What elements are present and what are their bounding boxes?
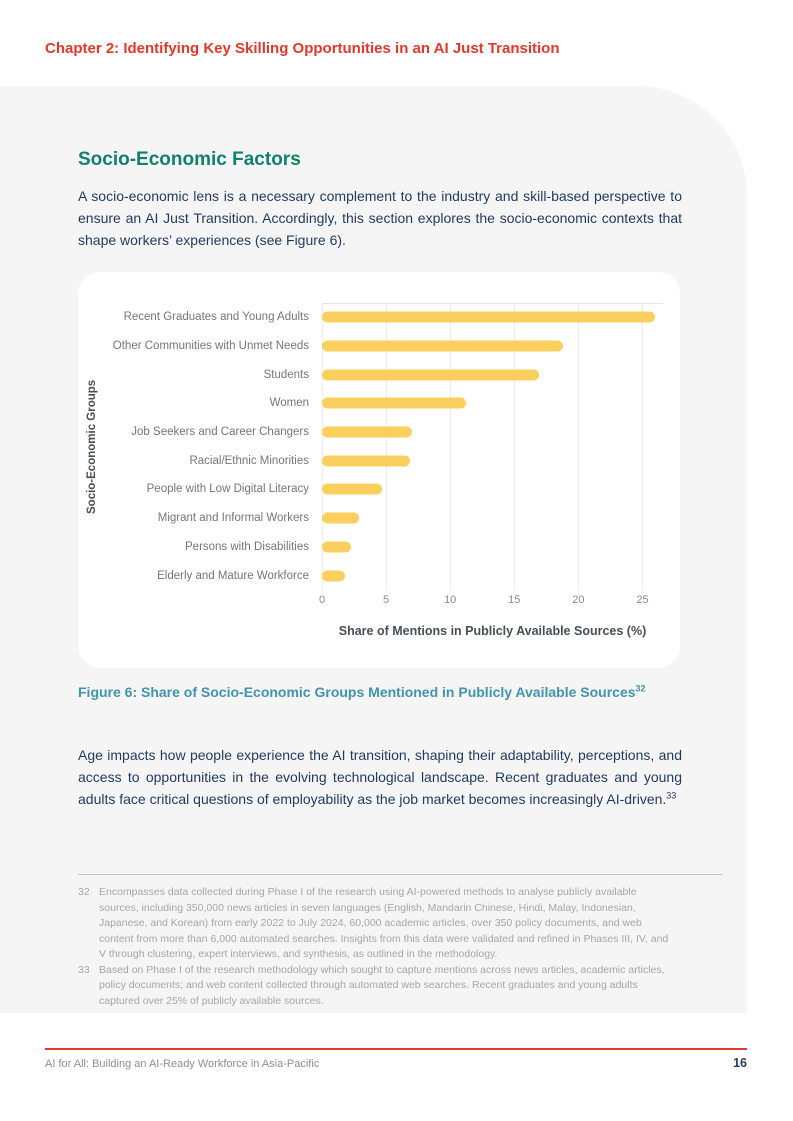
x-tick-label: 25 (636, 594, 649, 606)
x-tick-label: 15 (508, 594, 521, 606)
x-tick-label: 0 (318, 594, 326, 606)
chart-category-label: Migrant and Informal Workers (157, 512, 309, 525)
x-tick-label: 5 (383, 594, 390, 606)
chart-bar (322, 484, 382, 495)
chart-category-label: Job Seekers and Career Changers (131, 426, 309, 439)
page-number: 16 (733, 1056, 747, 1070)
chapter-header: Chapter 2: Identifying Key Skilling Opportunities in an AI Just Transition (45, 40, 560, 57)
footer-rule (45, 1048, 747, 1050)
footnote-ref-33: 33 (666, 790, 677, 801)
chart-bar-track (322, 332, 663, 361)
chart-ticks (318, 594, 663, 608)
x-tick-label: 20 (572, 594, 585, 606)
chart-bar (322, 369, 539, 380)
footnotes (78, 885, 670, 1009)
chart-bar (322, 312, 655, 323)
chart-row (78, 389, 663, 418)
chart-bar-track (322, 504, 663, 533)
footnote-text: Based on Phase I of the research methodology which sought to capture mentions across news articles, academic articles, policy documents; and web content collected through automated web searches. Recent graduates and young adults captured over 25% of publicly available sources. (99, 963, 665, 1007)
chart-category-label: Persons with Disabilities (185, 540, 309, 553)
chart-x-axis-title: Share of Mentions in Publicly Available Sources (%) (338, 624, 647, 638)
chart-row (78, 446, 663, 475)
chart-category-label: Students (263, 368, 309, 381)
footnote-separator (78, 874, 723, 875)
chart-bar-track (322, 475, 663, 504)
footnote (78, 885, 670, 963)
age-paragraph-text: Age impacts how people experience the AI transition, shaping their adaptability, perceptions, and access to opportunities in the evolving technological landscape. Recent graduates and young adults face critical questions of employability as the job market becomes increasingly AI-driven. (78, 747, 682, 807)
footnote-number: 32 (78, 886, 90, 898)
chart-bar-track (322, 561, 663, 590)
chart-row (78, 533, 663, 562)
chart-bar-track (322, 360, 663, 389)
footnote-text: Encompasses data collected during Phase I of the research using AI-powered methods to analyse publicly available sources, including 350,000 news articles in seven languages (English, Mandarin Chinese, Hindi, Malay, Indonesian, Japanese, and Korean) from early 2022 to July 2024, 60,000 academic articles, over 350 policy documents, and web content from more than 6,000 automated searches. Insights from this data were validated and refined in Phases III, IV, and V through clustering, expert interviews, and synthesis, as outlined in the methodology. (99, 886, 669, 960)
footer-title: AI for All: Building an AI-Ready Workforce in Asia-Pacific (45, 1058, 320, 1070)
intro-paragraph: A socio-economic lens is a necessary complement to the industry and skill-based perspective to ensure an AI Just Transition. Accordingly, this section explores the socio-economic contexts that shape workers’ experiences (see Figure 6). (78, 188, 682, 248)
chart-category-label: Recent Graduates and Young Adults (123, 311, 309, 324)
chart-row (78, 303, 663, 332)
chart-rows (78, 303, 663, 590)
chart-bar-track (322, 303, 663, 332)
chart-bar (322, 341, 563, 352)
footnote-number: 33 (78, 963, 90, 976)
chart-category-label: Women (269, 397, 309, 410)
chart-bar (322, 570, 345, 581)
content-panel (0, 86, 747, 1013)
chart-row (78, 360, 663, 389)
chart-bar-track (322, 418, 663, 447)
chart-y-axis-title: Socio-Economic Groups (86, 379, 98, 514)
chart-row (78, 504, 663, 533)
section-title: Socio-Economic Factors (78, 149, 301, 170)
chart-row (78, 332, 663, 361)
chart-bar-track (322, 389, 663, 418)
footnote (78, 963, 670, 1010)
chart-category-label: Racial/Ethnic Minorities (189, 454, 309, 467)
chart-row (78, 475, 663, 504)
chart-bar (322, 398, 466, 409)
figure-caption (78, 684, 698, 700)
chart-bar (322, 455, 410, 466)
chart-category-label: People with Low Digital Literacy (146, 483, 309, 496)
chart-category-label: Other Communities with Unmet Needs (112, 340, 309, 353)
footnote-ref-32: 32 (635, 683, 646, 694)
chart-bar (322, 427, 412, 438)
x-tick-label: 10 (444, 594, 457, 606)
figure-caption-text: Figure 6: Share of Socio-Economic Groups Mentioned in Publicly Available Sources (78, 684, 636, 700)
chart-row (78, 561, 663, 590)
age-paragraph (78, 744, 682, 810)
chart-bar (322, 541, 351, 552)
figure-6-chart (78, 272, 680, 668)
chart-bar (322, 513, 359, 524)
chart-category-label: Elderly and Mature Workforce (157, 569, 309, 582)
chart-bar-track (322, 446, 663, 475)
chart-bar-track (322, 533, 663, 562)
chart-row (78, 418, 663, 447)
